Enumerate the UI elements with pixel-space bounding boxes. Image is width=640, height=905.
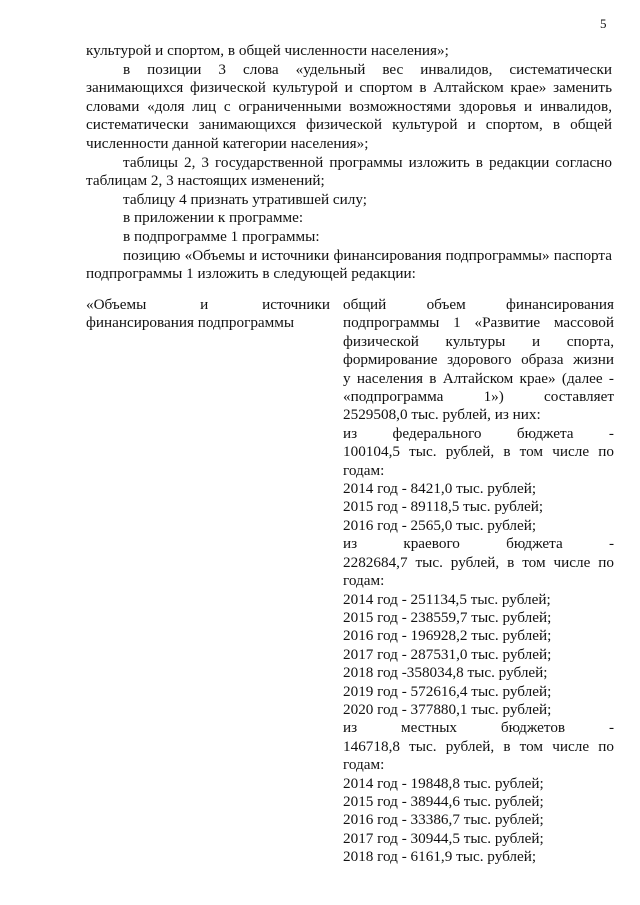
passport-value-line: 2018 год - 6161,9 тыс. рублей;	[343, 848, 537, 866]
passport-value-line: 2020 год - 377880,1 тыс. рублей;	[343, 700, 552, 718]
passport-value-line: годам:	[343, 756, 385, 774]
paragraph: в позиции 3 слова «удельный вес инвалидов, систематически занимающихся физической культурой и спортом в Алтайском крае» заменить словами «доля лиц с ограниченными возможностями здоровья и инвалидов, систематически занимающихся физической культурой и спортом, в общей численности данной категории населения»;	[86, 60, 612, 152]
passport-label	[86, 296, 330, 333]
passport-value-line: 2018 год -358034,8 тыс. рублей;	[343, 664, 548, 682]
passport-value-line: из местных бюджетов -	[343, 719, 614, 737]
passport-value-line: 2014 год - 8421,0 тыс. рублей;	[343, 480, 537, 498]
passport-value-line: 2529508,0 тыс. рублей, из них:	[343, 406, 541, 424]
paragraph: таблицы 2, 3 государственной программы изложить в редакции согласно таблицам 2, 3 настоящих изменений;	[86, 153, 612, 190]
passport-value-line: из краевого бюджета -	[343, 535, 614, 553]
passport-value-line: 2282684,7 тыс. рублей, в том числе по	[343, 553, 614, 571]
paragraph: в подпрограмме 1 программы:	[123, 227, 320, 245]
passport-value-line: 2017 год - 30944,5 тыс. рублей;	[343, 829, 544, 847]
passport-label-line: финансирования подпрограммы	[86, 314, 295, 332]
passport-value-line: 2019 год - 572616,4 тыс. рублей;	[343, 682, 552, 700]
passport-value-line: из федерального бюджета -	[343, 424, 614, 442]
passport-label-cell	[86, 296, 330, 333]
passport-value-line: 2014 год - 251134,5 тыс. рублей;	[343, 590, 551, 608]
passport-value-line: физической культуры и спорта,	[343, 332, 614, 350]
passport-value-line: годам:	[343, 572, 385, 590]
passport-value-line: 2014 год - 19848,8 тыс. рублей;	[343, 774, 544, 792]
paragraph: позицию «Объемы и источники финансирования подпрограммы» паспорта подпрограммы 1 изложить в следующей редакции:	[86, 246, 612, 283]
passport-label-line: «Объемы и источники	[86, 296, 330, 313]
passport-value-line: формирование здорового образа жизни	[343, 351, 614, 369]
passport-value-line: 146718,8 тыс. рублей, в том числе по	[343, 737, 614, 755]
passport-value-line: 2015 год - 89118,5 тыс. рублей;	[343, 498, 544, 516]
passport-value-line: 2015 год - 238559,7 тыс. рублей;	[343, 608, 552, 626]
passport-value-line: 2016 год - 33386,7 тыс. рублей;	[343, 811, 544, 829]
passport-value-line: 2016 год - 196928,2 тыс. рублей;	[343, 627, 552, 645]
passport-value-cell	[343, 296, 614, 867]
passport-value-line: подпрограммы 1 «Развитие массовой	[343, 314, 614, 332]
paragraph: в приложении к программе:	[123, 209, 304, 227]
page-number: 5	[600, 16, 607, 31]
passport-value-line: общий объем финансирования	[343, 296, 614, 313]
passport-value-line: «подпрограмма 1») составляет	[343, 388, 614, 406]
document-body	[86, 42, 612, 284]
passport-value-line: 2017 год - 287531,0 тыс. рублей;	[343, 645, 552, 663]
passport-value-line: 100104,5 тыс. рублей, в том числе по	[343, 443, 614, 461]
passport-value-line: 2015 год - 38944,6 тыс. рублей;	[343, 792, 544, 810]
passport-value-line: у населения в Алтайском крае» (далее -	[343, 369, 614, 387]
passport-value-line: 2016 год - 2565,0 тыс. рублей;	[343, 516, 537, 534]
passport-value-line: годам:	[343, 461, 385, 479]
paragraph: культурой и спортом, в общей численности населения»;	[86, 42, 449, 59]
paragraph: таблицу 4 признать утратившей силу;	[123, 190, 367, 208]
